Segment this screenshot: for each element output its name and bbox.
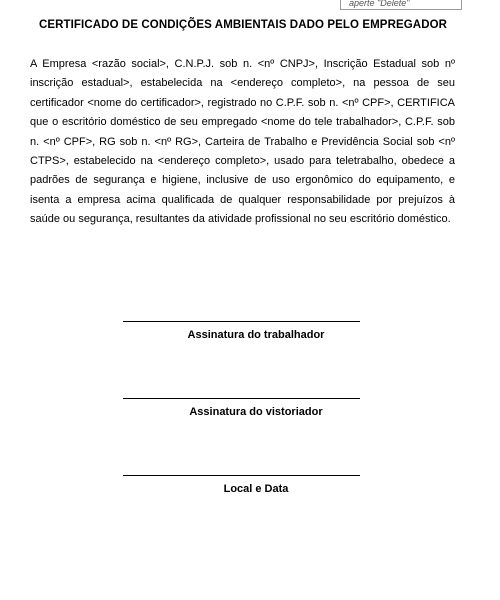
certificate-body-text: A Empresa <razão social>, C.N.P.J. sob n. <nº CNPJ>, Inscrição Estadual sob nº inscrição estadual>, estabelecida na <endereço completo>, na pessoa de seu certificador <nome do certificador>, registrado no C.P.F. sob n. <nº CPF>, CERTIFICA que o escritório doméstico de seu empregado <nome do tele trabalhador>, C.P.F. sob n. <nº CPF>, RG sob n. <nº RG>, Carteira de Trabalho e Previdência Social sob <nº CTPS>, estabelecido na <endereço completo>, usado para teletrabalho, obedece a padrões de segurança e higiene, inclusive de uso ergonômico do equipamento, e isenta a empresa acima qualificada de qualquer responsabilidade por prejuízos à saúde ou segurança, resultantes da atividade profissional no seu escritório doméstico.: [30, 58, 455, 226]
document-title: CERTIFICADO DE CONDIÇÕES AMBIENTAIS DADO PELO EMPREGADOR: [38, 19, 448, 31]
delete-hint-text: aperte "Delete": [349, 0, 410, 8]
worker-signature-label: Assinatura do trabalhador: [187, 329, 325, 341]
worker-signature-line: [123, 321, 360, 322]
delete-hint-tooltip: [340, 0, 462, 10]
inspector-signature-label: Assinatura do vistoriador: [189, 406, 323, 418]
place-date-line: [123, 475, 360, 476]
place-date-label: Local e Data: [223, 483, 289, 495]
inspector-signature-line: [123, 398, 360, 399]
